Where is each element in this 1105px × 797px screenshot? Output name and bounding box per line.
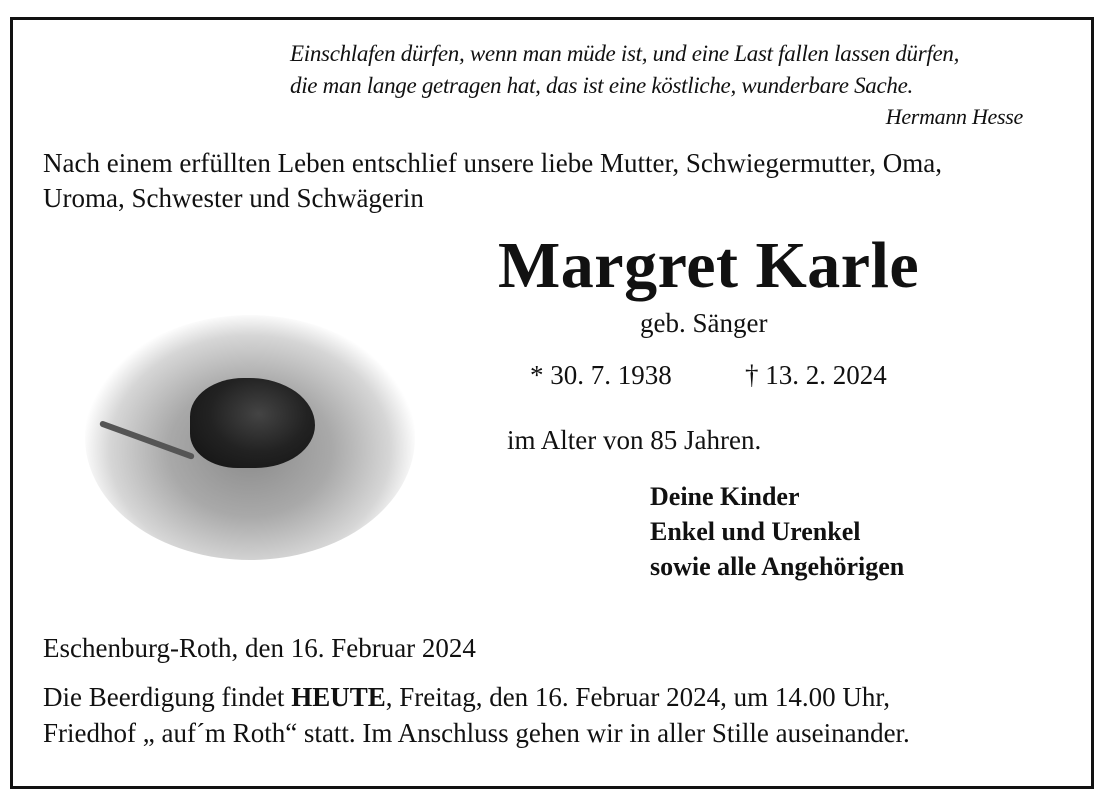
quote-author: Hermann Hesse [885,104,1023,129]
place-date: Eschenburg-Roth, den 16. Februar 2024 [43,633,476,663]
quote-line-1: Einschlafen dürfen, wenn man müde ist, und eine Last fallen lassen dürfen, [290,41,960,66]
funeral-line-1 [43,684,890,711]
deceased-name: Margret Karle [498,229,920,302]
funeral-text-a: Die Beerdigung findet [43,682,292,712]
funeral-text-b: , Freitag, den 16. Februar 2024, um 14.00 Uhr, [385,682,891,712]
birth-name: geb. Sänger [640,308,768,338]
birth-date: * 30. 7. 1938 [530,360,672,390]
quote-line-2: die man lange getragen hat, das ist eine köstliche, wunderbare Sache. [290,73,913,98]
intro-line-1: Nach einem erfüllten Leben entschlief unsere liebe Mutter, Schwiegermutter, Oma, [43,148,942,178]
funeral-line-2: Friedhof „ auf´m Roth“ statt. Im Anschluss gehen wir in aller Stille auseinander. [43,718,910,748]
death-date: † 13. 2. 2024 [745,360,887,390]
rose-icon [190,378,315,468]
intro-line-2: Uroma, Schwester und Schwägerin [43,183,424,213]
funeral-today: HEUTE [291,682,386,712]
age: im Alter von 85 Jahren. [507,425,762,455]
mourner-2: Enkel und Urenkel [650,517,861,546]
mourner-3: sowie alle Angehörigen [650,552,905,581]
mourner-1: Deine Kinder [650,482,800,511]
